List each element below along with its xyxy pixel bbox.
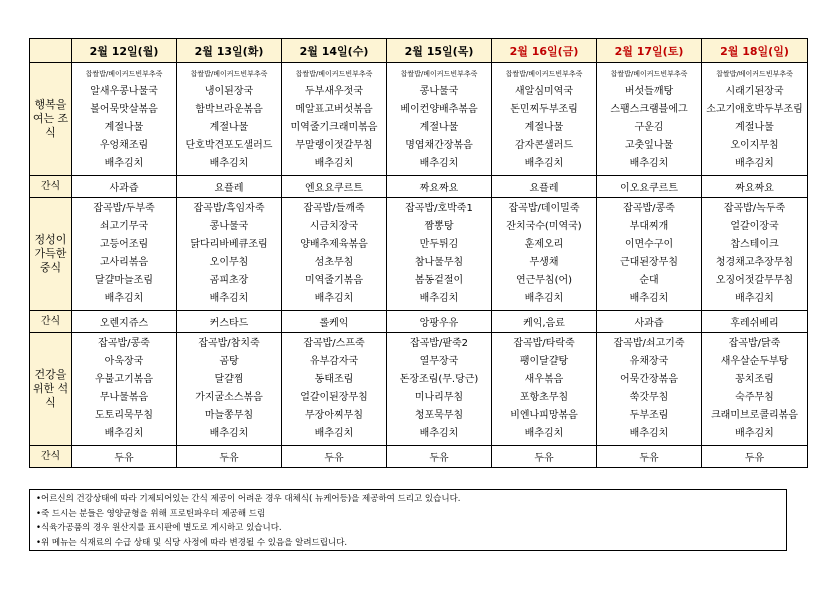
menu-item: 고등어조림 — [99, 239, 149, 250]
menu-item: 베이컨양배추볶음 — [400, 104, 478, 115]
menu-item: 배추김치 — [419, 428, 459, 439]
menu-item: 무장아찌무침 — [305, 410, 363, 421]
date-header: 2월 12일(월) — [72, 39, 177, 63]
weekly-menu-table — [29, 38, 808, 468]
menu-item: 콩나물국 — [209, 221, 249, 232]
menu-item: 배추김치 — [419, 158, 459, 169]
corner-cell — [30, 39, 72, 63]
menu-item: 배추김치 — [735, 428, 774, 439]
breakfast-menu-cell — [72, 63, 177, 176]
snack-item: 두유 — [492, 446, 597, 468]
menu-item: 배추김치 — [209, 293, 249, 304]
date-header: 2월 18일(일) — [702, 39, 808, 63]
note-line: •식육가공품의 경우 원산지를 표시판에 별도로 게시하고 있습니다. — [36, 523, 282, 533]
menu-item: 배추김치 — [209, 428, 249, 439]
menu-item: 찹쌀밥/베이커드빈부추죽 — [716, 70, 793, 78]
dinner-menu-cell — [387, 333, 492, 446]
dinner-label: 건강을 위한 석식 — [30, 333, 72, 446]
lunch-row — [30, 198, 808, 311]
breakfast-menu-cell — [597, 63, 702, 176]
menu-item: 구운김 — [634, 122, 664, 133]
lunch-label: 정성이 가득한 중식 — [30, 198, 72, 311]
menu-item: 크래미브로콜리볶음 — [711, 410, 798, 421]
menu-item: 어묵간장볶음 — [620, 374, 678, 385]
menu-item: 근대된장무침 — [620, 257, 678, 268]
menu-item: 곰탕 — [219, 356, 239, 367]
menu-item: 배추김치 — [314, 428, 354, 439]
menu-item: 무말랭이젓갈무침 — [295, 140, 373, 151]
menu-item: 명엽채간장볶음 — [405, 140, 473, 151]
menu-item: 감자콘샐러드 — [515, 140, 573, 151]
menu-item: 쇠고기무국 — [99, 221, 149, 232]
snack-item: 롤케익 — [282, 311, 387, 333]
menu-item: 새우살순두부탕 — [720, 356, 789, 367]
menu-item: 잡곡밥/콩죽 — [623, 203, 675, 214]
menu-item: 달걀찜 — [214, 374, 244, 385]
snack-item: 사과즙 — [597, 311, 702, 333]
snack-item: 이오요쿠르트 — [597, 176, 702, 198]
menu-item: 숙주무침 — [735, 392, 774, 403]
lunch-menu-cell — [282, 198, 387, 311]
menu-item: 배추김치 — [314, 158, 354, 169]
menu-item: 계절나물 — [104, 122, 144, 133]
menu-item: 계절나물 — [419, 122, 459, 133]
dinner-menu-cell — [702, 333, 808, 446]
menu-item: 돈장조림(무.당근) — [399, 374, 479, 385]
menu-item: 단호박견포도샐러드 — [185, 140, 273, 151]
snack-item: 사과즙 — [72, 176, 177, 198]
lunch-menu-cell — [492, 198, 597, 311]
menu-item: 새우볶음 — [524, 374, 564, 385]
menu-item: 섬초무침 — [314, 257, 354, 268]
menu-item: 이면수구이 — [624, 239, 674, 250]
menu-item: 미역줄기볶음 — [305, 275, 363, 286]
menu-item: 유채장국 — [629, 356, 669, 367]
menu-item: 곰피초장 — [209, 275, 249, 286]
breakfast-menu-cell — [177, 63, 282, 176]
menu-item: 냉이된장국 — [204, 86, 254, 97]
menu-item: 고사리볶음 — [99, 257, 149, 268]
snack-item: 두유 — [387, 446, 492, 468]
menu-item: 도토리묵무침 — [95, 410, 153, 421]
lunch-menu-cell — [72, 198, 177, 311]
menu-item: 배추김치 — [104, 158, 144, 169]
date-header: 2월 13일(화) — [177, 39, 282, 63]
menu-item: 잡곡밥/타락죽 — [513, 338, 575, 349]
snack-item: 후레쉬베리 — [702, 311, 808, 333]
breakfast-row — [30, 63, 808, 176]
menu-item: 무생채 — [529, 257, 559, 268]
menu-item: 메알표고버섯볶음 — [295, 104, 373, 115]
menu-item: 소고기애호박두부조림 — [706, 104, 803, 115]
snack-item: 두유 — [597, 446, 702, 468]
menu-item: 잡곡밥/호박죽1 — [405, 203, 473, 214]
menu-item: 찹쌀밥/베이커드빈부추죽 — [400, 70, 478, 78]
menu-item: 연근무침(어) — [515, 275, 573, 286]
menu-item: 훈제오리 — [524, 239, 564, 250]
menu-item: 무나물볶음 — [99, 392, 149, 403]
menu-item: 비엔나피망볶음 — [510, 410, 578, 421]
menu-item: 배추김치 — [524, 158, 564, 169]
menu-item: 배추김치 — [629, 158, 669, 169]
menu-item: 양배추제육볶음 — [300, 239, 368, 250]
menu-item: 배추김치 — [629, 293, 669, 304]
snack-label: 간식 — [30, 176, 72, 198]
menu-item: 배추김치 — [419, 293, 459, 304]
menu-item: 잡곡밥/흑임자죽 — [193, 203, 265, 214]
menu-item: 미역줄기크래미볶음 — [290, 122, 378, 133]
menu-item: 잡곡밥/닭죽 — [728, 338, 781, 349]
menu-item: 버섯들깨탕 — [624, 86, 674, 97]
lunch-menu-cell — [387, 198, 492, 311]
menu-item: 볼어묵맛살볶음 — [90, 104, 158, 115]
snack-item: 두유 — [702, 446, 808, 468]
menu-item: 돈민찌두부조림 — [510, 104, 578, 115]
snack-label: 간식 — [30, 446, 72, 468]
dinner-menu-cell — [492, 333, 597, 446]
menu-item: 잡곡밥/들깨죽 — [303, 203, 365, 214]
snack-row — [30, 176, 808, 198]
dinner-row — [30, 333, 808, 446]
menu-item: 유부감자국 — [309, 356, 359, 367]
dinner-menu-cell — [177, 333, 282, 446]
snack-item: 앙팡우유 — [387, 311, 492, 333]
snack-item: 짜요짜요 — [387, 176, 492, 198]
menu-item: 잡곡밥/참치죽 — [198, 338, 260, 349]
menu-item: 얼갈이된장무침 — [300, 392, 368, 403]
menu-item: 우엉채조림 — [99, 140, 149, 151]
date-header: 2월 14일(수) — [282, 39, 387, 63]
snack-item: 엔요요쿠르트 — [282, 176, 387, 198]
lunch-menu-cell — [702, 198, 808, 311]
menu-item: 오이무침 — [209, 257, 249, 268]
menu-item: 배추김치 — [629, 428, 669, 439]
menu-item: 두부새우젓국 — [305, 86, 363, 97]
menu-item: 짬뽕탕 — [424, 221, 454, 232]
menu-item: 닭다리바베큐조림 — [190, 239, 268, 250]
menu-item: 봄동겉절이 — [414, 275, 464, 286]
menu-item: 오이지무침 — [730, 140, 779, 151]
menu-item: 미나리무침 — [414, 392, 464, 403]
snack-row — [30, 446, 808, 468]
menu-item: 배추김치 — [209, 158, 249, 169]
breakfast-menu-cell — [702, 63, 808, 176]
menu-item: 동태조림 — [314, 374, 354, 385]
date-header-row — [30, 39, 808, 63]
menu-item: 팽이달걀탕 — [519, 356, 569, 367]
menu-item: 가지굴소스볶음 — [195, 392, 263, 403]
snack-row — [30, 311, 808, 333]
menu-item: 청포묵무침 — [414, 410, 464, 421]
menu-item: 시금치장국 — [309, 221, 359, 232]
menu-item: 배추김치 — [104, 428, 144, 439]
snack-label: 간식 — [30, 311, 72, 333]
menu-item: 순대 — [639, 275, 659, 286]
menu-item: 우불고기볶음 — [95, 374, 153, 385]
menu-item: 두부조림 — [629, 410, 669, 421]
menu-item: 잔치국수(미역국) — [506, 221, 582, 232]
snack-item: 두유 — [282, 446, 387, 468]
menu-item: 잡곡밥/콩죽 — [98, 338, 150, 349]
menu-item: 배추김치 — [735, 293, 774, 304]
lunch-menu-cell — [597, 198, 702, 311]
menu-item: 배추김치 — [735, 158, 774, 169]
note-line: •어르신의 건강상태에 따라 기제되어있는 간식 제공이 어려운 경우 대체식( 뉴케어등)을 제공하여 드리고 있습니다. — [36, 494, 461, 504]
menu-item: 아욱장국 — [104, 356, 144, 367]
menu-item: 배추김치 — [104, 293, 144, 304]
menu-item: 잡곡밥/쇠고기죽 — [613, 338, 685, 349]
dinner-menu-cell — [282, 333, 387, 446]
breakfast-menu-cell — [387, 63, 492, 176]
menu-item: 찹쌀밥/베이커드빈부추죽 — [85, 70, 163, 78]
menu-item: 계절나물 — [524, 122, 564, 133]
snack-item: 짜요짜요 — [702, 176, 808, 198]
notes-box — [29, 489, 787, 551]
menu-item: 계절나물 — [209, 122, 249, 133]
menu-item: 잡곡밥/녹두죽 — [723, 203, 786, 214]
menu-item: 계절나물 — [735, 122, 774, 133]
menu-item: 오징어젓갈무무침 — [715, 275, 794, 286]
menu-item: 찹스테이크 — [730, 239, 779, 250]
menu-item: 배추김치 — [524, 293, 564, 304]
menu-item: 참나물무침 — [414, 257, 464, 268]
menu-item: 배추김치 — [314, 293, 354, 304]
date-header: 2월 15일(목) — [387, 39, 492, 63]
breakfast-label: 행복을 여는 조식 — [30, 63, 72, 176]
menu-item: 찹쌀밥/베이커드빈부추죽 — [295, 70, 373, 78]
date-header: 2월 16일(금) — [492, 39, 597, 63]
snack-item: 두유 — [177, 446, 282, 468]
menu-item: 달걀마늘조림 — [95, 275, 153, 286]
menu-item: 배추김치 — [524, 428, 564, 439]
menu-item: 잡곡밥/스프죽 — [303, 338, 365, 349]
menu-item: 함박브라운볶음 — [195, 104, 263, 115]
menu-item: 잡곡밥/데이밀죽 — [508, 203, 580, 214]
menu-item: 꽁치조림 — [735, 374, 774, 385]
menu-item: 포항초무침 — [519, 392, 569, 403]
menu-item: 만두튀김 — [419, 239, 459, 250]
menu-item: 스팸스크램블에그 — [610, 104, 688, 115]
dinner-menu-cell — [597, 333, 702, 446]
snack-item: 요플레 — [492, 176, 597, 198]
snack-item: 커스타드 — [177, 311, 282, 333]
menu-item: 찹쌀밥/베이커드빈부추죽 — [610, 70, 688, 78]
menu-item: 마늘쫑무침 — [204, 410, 254, 421]
menu-item: 잡곡밥/두부죽 — [93, 203, 155, 214]
snack-item: 두유 — [72, 446, 177, 468]
menu-item: 알새우콩나물국 — [90, 86, 158, 97]
dinner-menu-cell — [72, 333, 177, 446]
menu-item: 부대찌개 — [629, 221, 669, 232]
lunch-menu-cell — [177, 198, 282, 311]
breakfast-menu-cell — [282, 63, 387, 176]
note-line: •죽 드시는 분들은 영양균형을 위해 프로틴파우더 제공해 드림 — [36, 508, 266, 519]
menu-item: 청경채고추장무침 — [715, 257, 794, 268]
note-line: •위 메뉴는 식재료의 수급 상태 및 식당 사정에 따라 변경될 수 있음을 알려드립니다. — [36, 537, 348, 548]
date-header: 2월 17일(토) — [597, 39, 702, 63]
menu-item: 찹쌀밥/베이커드빈부추죽 — [505, 70, 583, 78]
menu-item: 시래기된장국 — [725, 86, 784, 97]
menu-item: 잡곡밥/팥죽2 — [409, 338, 469, 349]
menu-item: 열무장국 — [419, 356, 459, 367]
snack-item: 요플레 — [177, 176, 282, 198]
menu-item: 찹쌀밥/베이커드빈부추죽 — [190, 70, 268, 78]
menu-item: 콩나물국 — [419, 86, 459, 97]
menu-item: 새알심미역국 — [515, 86, 573, 97]
menu-item: 얼갈이장국 — [730, 221, 779, 232]
snack-item: 오렌지쥬스 — [72, 311, 177, 333]
breakfast-menu-cell — [492, 63, 597, 176]
menu-item: 고춧잎나물 — [624, 140, 674, 151]
menu-item: 쑥갓무침 — [629, 392, 669, 403]
snack-item: 케익,음료 — [492, 311, 597, 333]
